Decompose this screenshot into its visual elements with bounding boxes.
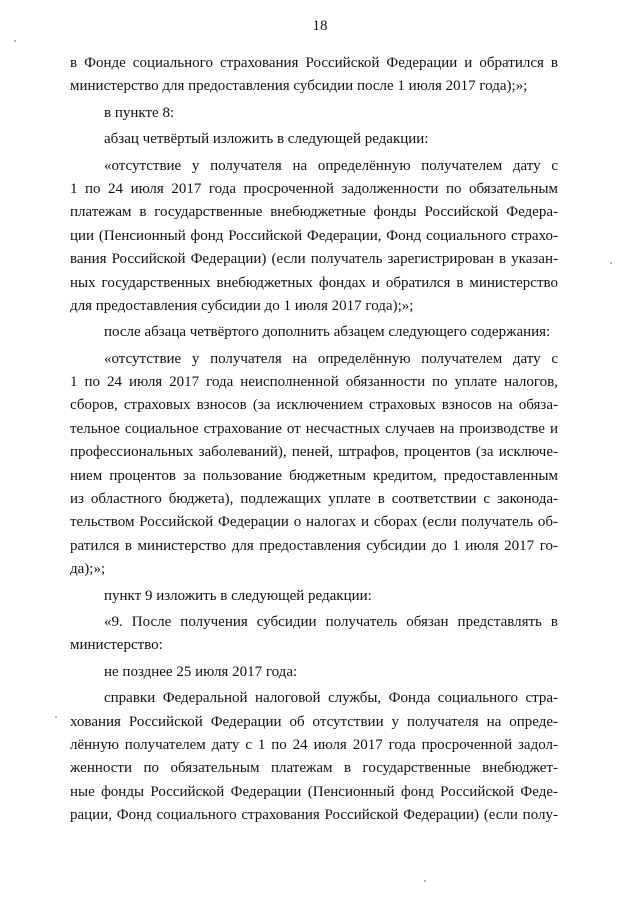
text-line: министерство: (70, 637, 163, 654)
text-line: справки Федеральной налоговой службы, Фонда социального стра- (104, 690, 558, 707)
text-line: в Фонде социального страхования Российской Федерации и обратился в (70, 55, 558, 71)
text-line: в пункте 8: (104, 104, 175, 121)
scan-speck (55, 716, 57, 718)
text-line: ных государственных внебюджетных фондах и обратился в министерство (70, 274, 558, 291)
text-line: из областного бюджета), подлежащих уплате в соответствии с законода- (70, 491, 558, 508)
text-line: хования Российской Федерации об отсутствии у получателя на опреде- (70, 713, 558, 730)
text-line: для предоставления субсидии до 1 июля 2017 года);»; (70, 297, 414, 314)
text-line: женности по обязательным платежам в государственные внебюджет- (70, 760, 558, 777)
text-line: пункт 9 изложить в следующей редакции: (104, 587, 372, 604)
scan-speck (14, 40, 16, 42)
scan-speck (610, 262, 612, 264)
page-number: 18 (312, 18, 328, 34)
text-line: ции (Пенсионный фонд Российской Федерации, Фонд социального страхо- (70, 227, 558, 244)
text-line: сборов, страховых взносов (за исключением страховых взносов на обяза- (70, 397, 558, 414)
text-line: министерство для предоставления субсидии после 1 июля 2017 года);»; (70, 78, 528, 95)
text-line: рации, Фонд социального страхования Российской Федерации) (если полу- (70, 807, 558, 824)
text-line: «отсутствие у получателя на определённую получателем дату с (104, 157, 558, 174)
text-line: нием процентов за пользование бюджетным кредитом, предоставленным (70, 467, 558, 484)
text-line: профессиональных заболеваний), пеней, штрафов, процентов (за исключе- (70, 444, 558, 461)
text-line: «9. После получения субсидии получатель обязан представлять в (104, 613, 558, 630)
text-line: тельное социальное страхование от несчастных случаев на производстве и (70, 420, 558, 437)
text-line: абзац четвёртый изложить в следующей редакции: (104, 131, 429, 148)
document-body (70, 52, 558, 828)
text-line: 1 по 24 июля 2017 года просроченной задолженности по обязательным (70, 180, 558, 197)
text-line: после абзаца четвёртого дополнить абзацем следующего содержания: (104, 324, 551, 341)
text-line: вания Российской Федерации) (если получатель зарегистрирован в указан- (70, 251, 558, 268)
text-line: «отсутствие у получателя на определённую получателем дату с (104, 350, 558, 367)
text-line: платежам в государственные внебюджетные фонды Российской Федера- (70, 204, 558, 221)
text-line: ратился в министерство для предоставления субсидии до 1 июля 2017 го- (70, 537, 558, 554)
text-line: ные фонды Российской Федерации (Пенсионный фонд Российской Феде- (70, 783, 558, 800)
text-line: не позднее 25 июля 2017 года: (104, 663, 298, 680)
text-line: лённую получателем дату с 1 по 24 июля 2017 года просроченной задол- (70, 736, 558, 753)
text-line: да);»; (70, 561, 106, 578)
text-line: 1 по 24 июля 2017 года неисполненной обязанности по уплате налогов, (70, 374, 558, 391)
scan-speck (424, 880, 426, 882)
text-line: тельством Российской Федерации о налогах и сборах (если получатель об- (70, 514, 558, 531)
